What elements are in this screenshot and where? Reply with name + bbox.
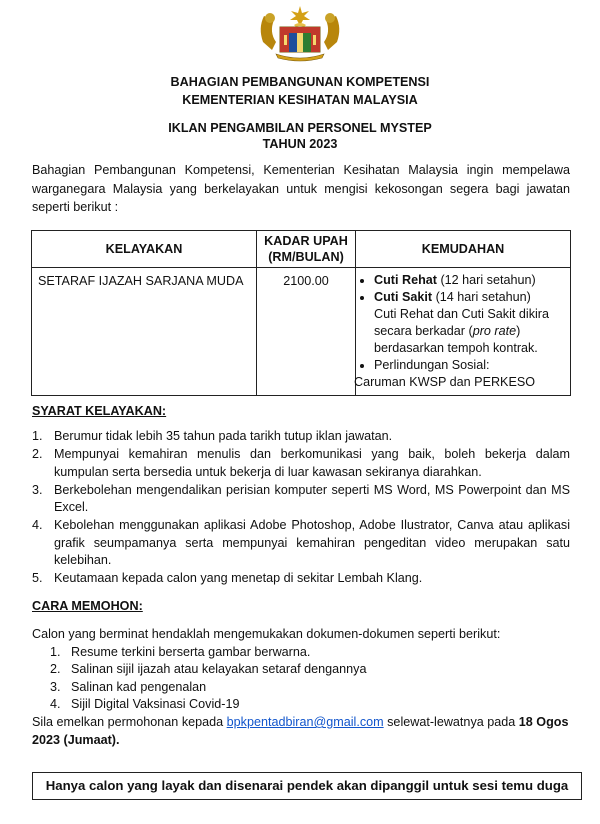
submission-instructions [32,713,572,749]
list-item [32,570,570,588]
benefit-annual-leave: Cuti Rehat [374,273,437,287]
col-kemudahan: KEMUDAHAN [356,231,571,268]
list-number: 1. [32,429,43,443]
list-text: Berkebolehan mengendalikan perisian komputer seperti MS Word, MS Powerpoint dan MS Excel. [54,482,570,514]
heading-line-1: BAHAGIAN PEMBANGUNAN KOMPETENSI [170,75,430,89]
rate-cell: 2100.00 [257,268,356,396]
submission-prefix: Sila emelkan permohonan kepada [32,715,227,729]
department-heading [0,73,600,109]
benefit-social-protection: Perlindungan Sosial: [374,358,490,372]
list-text: Kebolehan menggunakan aplikasi Adobe Photoshop, Adobe Ilustrator, Canva atau aplikasi grafik seumpamanya serta mempunyai kemahiran pengeditan video merupakan satu kelebihan. [54,518,570,567]
list-item [32,482,570,517]
social-protection-detail: Caruman KWSP dan PERKESO [354,375,536,389]
email-link[interactable]: bpkpentadbiran@gmail.com [226,715,384,729]
list-text: Mempunyai kemahiran menulis dan berkomunikasi yang baik, boleh bekerja dalam kumpulan serta bersedia untuk bekerja di luar kawasan sekiranya diarahkan. [54,447,570,479]
table-header-row [32,231,571,268]
benefit-item [374,357,566,374]
benefits-cell [356,268,571,396]
documents-list [50,644,366,713]
ad-title [0,120,600,152]
list-text: Resume terkini berserta gambar berwarna. [71,645,311,659]
leave-note [374,306,566,357]
list-number: 1. [50,645,61,659]
requirements-title: SYARAT KELAYAKAN: [32,404,167,418]
col-kadar-upah [257,231,356,268]
submission-suffix: . [116,733,120,747]
heading-line-2: KEMENTERIAN KESIHATAN MALAYSIA [182,93,418,107]
shortlist-notice-box: Hanya calon yang layak dan disenarai pendek akan dipanggil untuk sesi temu duga [32,772,582,800]
list-item [50,679,366,696]
list-number: 3. [50,679,61,694]
vacancy-table [31,230,571,396]
benefit-sick-leave: Cuti Sakit [374,290,433,304]
table-row [32,268,571,396]
list-number: 4. [50,696,61,711]
list-item [32,446,570,481]
list-item [50,661,366,678]
leave-note-part-a: Cuti Rehat dan Cuti Sakit dikira secara berkadar ( [374,307,549,338]
list-text: Sijil Digital Vaksinasi Covid-19 [71,696,240,711]
requirements-list [32,428,570,588]
deadline-date: 18 Ogos 2023 (Jumaat) [32,715,569,747]
benefit-annual-leave-days: (12 hari setahun) [436,273,536,287]
list-text: Salinan sijil ijazah atau kelayakan setaraf dengannya [71,662,367,677]
list-number: 2. [32,447,43,461]
col-kelayakan: KELAYAKAN [32,231,257,268]
col-kadar-upah-line2: (RM/BULAN) [268,250,344,264]
list-item [32,428,570,446]
qualification-cell: SETARAF IJAZAH SARJANA MUDA [32,268,257,396]
leave-note-part-b: ) berdasarkan tempoh kontrak. [374,324,538,355]
benefit-item [374,289,566,357]
list-number: 4. [32,518,43,532]
leave-note-italic: pro rate [472,324,517,338]
list-number: 5. [32,571,43,585]
apply-title: CARA MEMOHON: [32,599,143,613]
list-text: Salinan kad pengenalan [71,679,207,694]
list-text: Berumur tidak lebih 35 tahun pada tarikh tutup iklan jawatan. [54,429,393,443]
list-number: 3. [32,482,43,497]
intro-paragraph: Bahagian Pembangunan Kompetensi, Kementerian Kesihatan Malaysia ingin mempelawa warganegara Malaysia yang berkelayakan untuk mengisi kekosongan segera bagi jawatan seperti berikut : [32,163,570,214]
benefits-list [356,272,566,374]
col-kadar-upah-line1: KADAR UPAH [264,234,348,248]
list-number: 2. [50,662,61,677]
list-item [50,644,366,661]
apply-intro: Calon yang berminat hendaklah mengemukakan dokumen-dokumen seperti berikut: [32,627,501,641]
ad-title-line: IKLAN PENGAMBILAN PERSONEL MYSTEP [168,121,432,135]
benefit-item [374,272,566,289]
list-item [32,517,570,570]
ad-year: TAHUN 2023 [262,137,338,151]
benefit-sick-leave-days: (14 hari setahun) [432,290,531,304]
submission-middle: selewat-lewatnya pada [383,715,519,729]
list-text: Keutamaan kepada calon yang menetap di sekitar Lembah Klang. [54,571,423,585]
list-item [50,696,366,713]
malaysia-coat-of-arms-logo [254,4,346,62]
